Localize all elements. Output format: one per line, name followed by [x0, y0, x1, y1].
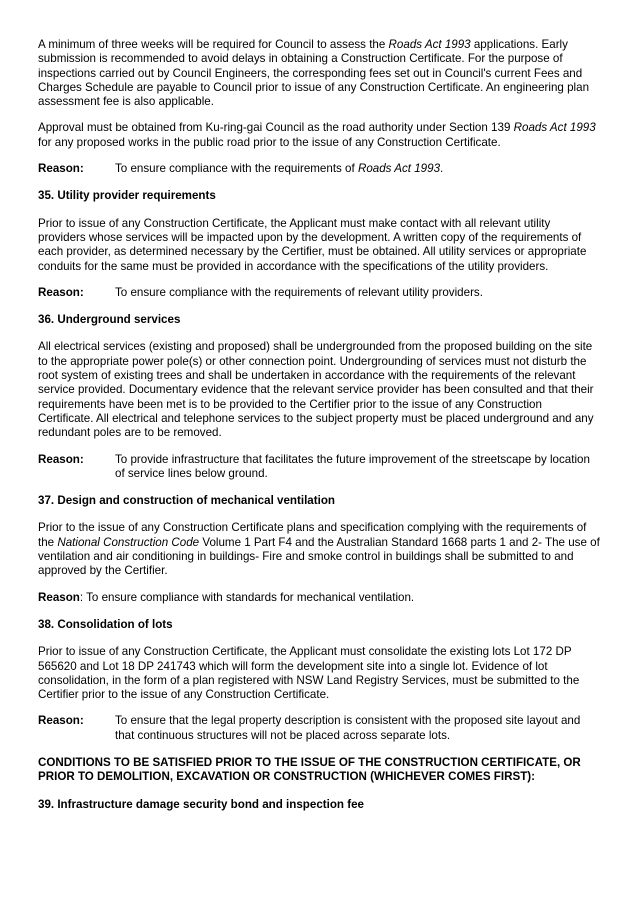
reason-label: Reason: — [38, 452, 84, 466]
section-body-35: Prior to issue of any Construction Certificate, the Applicant must make contact with all relevant utility providers whose services will be impacted upon by the development. A written copy of the requirements of each provider, as determined necessary by the Certifier, must be obtained. All utility services or appropriate conduits for the same must be provided in accordance with the specifications of the utility providers. — [38, 216, 587, 273]
reason-text: To ensure compliance with the requirements of Roads Act 1993. — [115, 162, 444, 176]
roads-act-assessment-paragraph: A minimum of three weeks will be required for Council to assess the Roads Act 1993 applications. Early submission is recommended to avoid delays in obtaining a Construction Certificate. For the purpose of inspections carried out by Council Engineers, the corresponding fees set out in Council's current Fees and Charges Schedule are payable to Council prior to issue of any Construction Certificate. An engineering plan assessment fee is also applicable. — [38, 38, 590, 109]
reason-text: To ensure compliance with the requirements of relevant utility providers. — [115, 285, 483, 299]
section-heading-36: 36. Underground services — [38, 313, 181, 327]
reason-37 — [38, 591, 600, 605]
reason-label: Reason: — [38, 162, 84, 176]
reason-36 — [38, 453, 600, 482]
section-heading-35: 35. Utility provider requirements — [38, 189, 216, 203]
road-authority-approval-paragraph: Approval must be obtained from Ku-ring-gai Council as the road authority under Section 139 Roads Act 1993 for any proposed works in the public road prior to the issue of any Construction Certificate. — [38, 121, 596, 149]
section-body-37: Prior to the issue of any Construction Certificate plans and specification complying with the requirements of the National Construction Code Volume 1 Part F4 and the Australian Standard 1668 parts 1 and 2- The use of ventilation and air conditioning in buildings- Fire and smoke control in buildings shall be submitted to and approved by the Certifier. — [38, 521, 600, 578]
conditions-heading: CONDITIONS TO BE SATISFIED PRIOR TO THE ISSUE OF THE CONSTRUCTION CERTIFICATE, OR PRIOR TO DEMOLITION, EXCAVATION OR CONSTRUCTION (WHICHEVER COMES FIRST): — [38, 755, 581, 784]
section-body-36: All electrical services (existing and proposed) shall be undergrounded from the proposed building on the site to the appropriate power pole(s) or other connection point. Undergrounding of services must not disturb the root system of existing trees and shall be undertaken in accordance with the requirements of the relevant service provided. Documentary evidence that the relevant service provider has been consulted and that their requirements have been met is to be provided to the Certifier prior to the issue of any Construction Certificate. All electrical and telephone services to the subject property must be placed underground and any redundant poles are to be removed. — [38, 340, 594, 440]
reason-label: Reason: — [38, 714, 84, 728]
reason-label: Reason — [38, 590, 80, 604]
section-heading-39: 39. Infrastructure damage security bond and inspection fee — [38, 797, 364, 811]
reason-label: Reason: — [38, 285, 84, 299]
reason-text: : To ensure compliance with standards for mechanical ventilation. — [79, 590, 415, 604]
document-page — [38, 38, 600, 825]
section-body-38: Prior to issue of any Construction Certificate, the Applicant must consolidate the existing lots Lot 172 DP 565620 and Lot 18 DP 241743 which will form the development site into a single lot. Evidence of lot consolidation, in the form of a plan registered with NSW Land Registry Services, must be submitted to the Certifier prior to the issue of any Construction Certificate. — [38, 645, 580, 702]
section-heading-38: 38. Consolidation of lots — [38, 617, 173, 631]
reason-35 — [38, 286, 600, 300]
section-heading-37: 37. Design and construction of mechanical ventilation — [38, 494, 335, 508]
reason-text: To provide infrastructure that facilitates the future improvement of the streetscape by location of service lines below ground. — [115, 452, 590, 480]
reason-text: To ensure that the legal property description is consistent with the proposed site layout and that continuous structures will not be placed across separate lots. — [115, 714, 581, 742]
reason-38 — [38, 714, 600, 743]
reason-roads-act — [38, 162, 600, 176]
